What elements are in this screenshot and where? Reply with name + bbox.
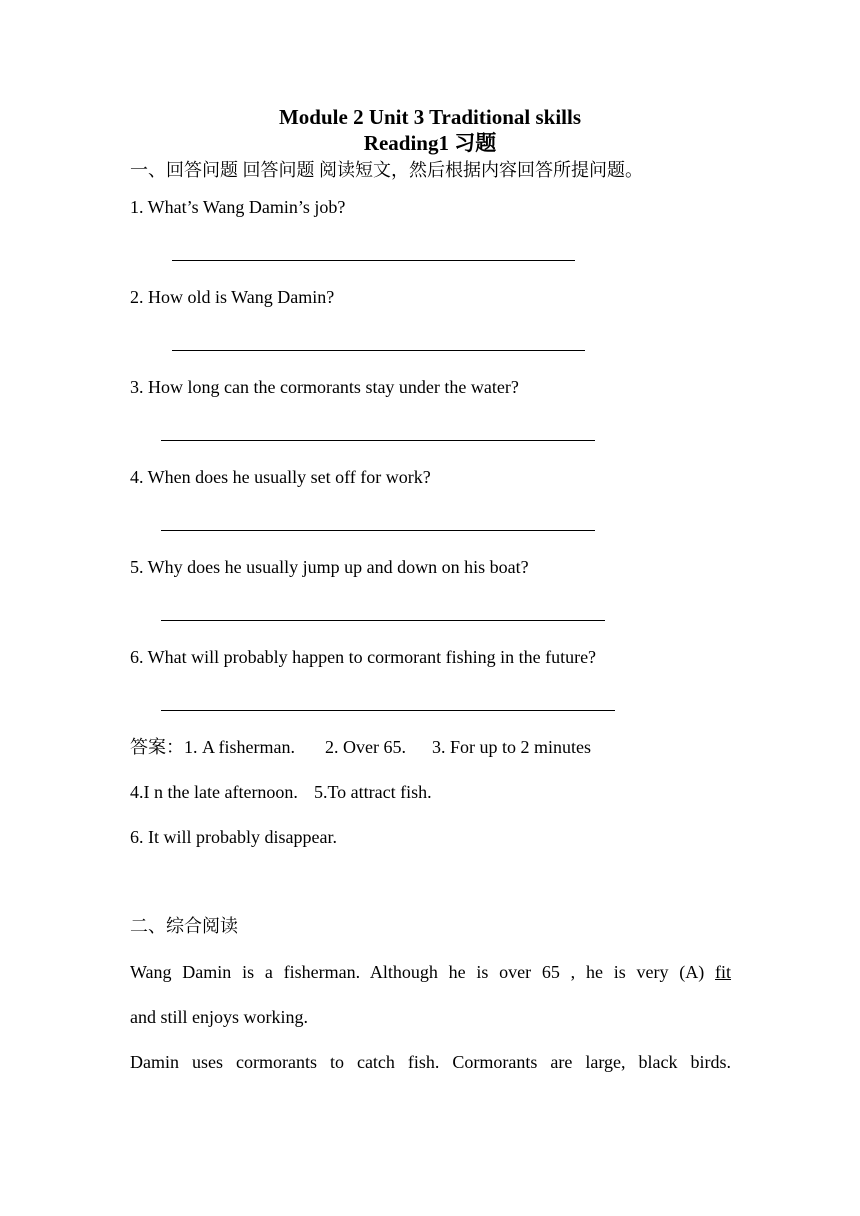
answer-3: 3. For up to 2 minutes <box>431 737 591 757</box>
answer-5: 5.To attract fish. <box>313 782 432 802</box>
question-5: 5. Why does he usually jump up and down on his boat? <box>130 557 529 577</box>
section1-heading: 一、回答问题 回答问题 阅读短文，然后根据内容回答所提问题。 <box>130 160 643 180</box>
answers-label: 答案： <box>130 737 184 757</box>
answer-2: 2. Over 65. <box>324 737 406 757</box>
passage-line-2: and still enjoys working. <box>130 1007 308 1027</box>
question-2: 2. How old is Wang Damin? <box>130 287 335 307</box>
answer-blank-3 <box>161 440 595 441</box>
question-1: 1. What’s Wang Damin’s job? <box>130 197 346 217</box>
page-subtitle: Reading1 习题 <box>363 131 497 155</box>
answer-blank-6 <box>161 710 615 711</box>
question-6: 6. What will probably happen to cormorant fishing in the future? <box>130 647 597 667</box>
answer-blank-2 <box>172 350 585 351</box>
answers-line-2 <box>130 780 432 804</box>
answer-4: 4.I n the late afternoon. <box>130 782 298 802</box>
answer-blank-4 <box>161 530 595 531</box>
answer-1: 1. A fisherman. <box>184 737 295 757</box>
passage-line-3: Damin uses cormorants to catch fish. Cormorants are large, black birds. <box>130 1052 731 1072</box>
answer-blank-5 <box>161 620 605 621</box>
page-title: Module 2 Unit 3 Traditional skills <box>278 105 582 129</box>
answer-blank-1 <box>172 260 575 261</box>
underlined-word-fit: fit <box>715 962 732 982</box>
question-4: 4. When does he usually set off for work? <box>130 467 431 487</box>
answers-line-1 <box>130 735 591 759</box>
answer-6: 6. It will probably disappear. <box>130 827 337 847</box>
question-3: 3. How long can the cormorants stay under the water? <box>130 377 519 397</box>
passage-line-1-text: Wang Damin is a fisherman. Although he is over 65 , he is very (A) <box>130 962 705 982</box>
passage-line-1 <box>130 960 731 984</box>
section2-heading: 二、综合阅读 <box>130 916 238 936</box>
